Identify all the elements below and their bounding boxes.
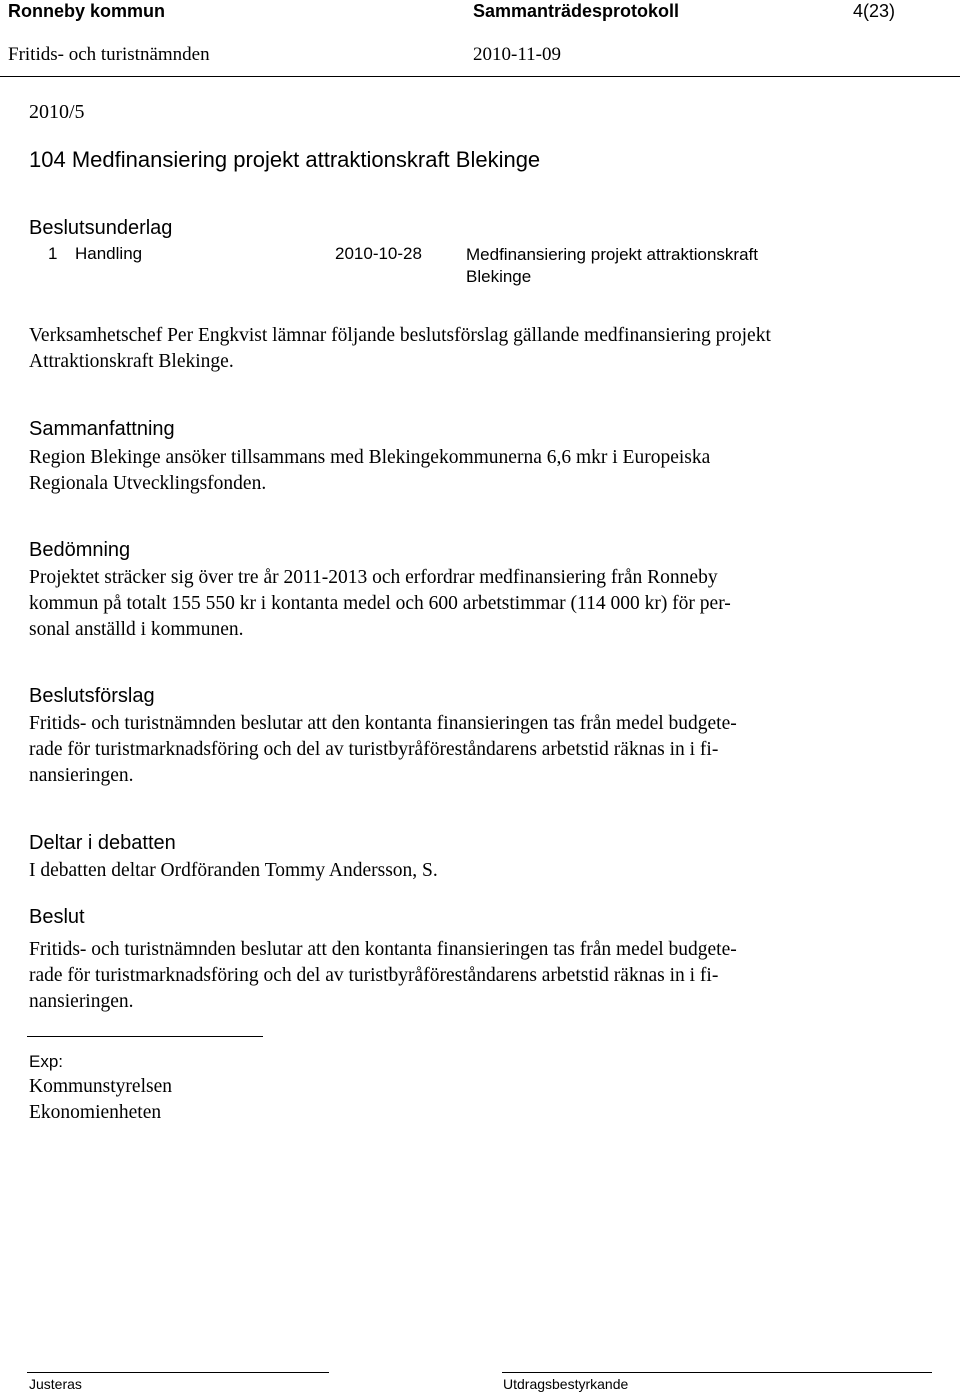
recipient: Ekonomienheten [29, 1102, 162, 1123]
recipient: Kommunstyrelsen [29, 1076, 172, 1097]
committee-name: Fritids- och turistnämnden [8, 44, 210, 65]
text-line: Fritids- och turistnämnden beslutar att den kontanta finansieringen tas från medel budgete- [29, 939, 737, 960]
case-number: 2010/5 [29, 101, 85, 123]
expedition-label: Exp: [29, 1052, 64, 1071]
page-number: 4(23) [853, 1, 896, 21]
text-line: Attraktionskraft Blekinge. [29, 351, 234, 372]
beslutsunderlag-heading: Beslutsunderlag [29, 217, 173, 239]
bedomning-heading: Bedömning [29, 539, 131, 561]
item-description-line: Blekinge [466, 267, 532, 286]
intro-paragraph [29, 323, 771, 375]
text-line: rade för turistmarknadsföring och del av turistbyråföreståndarens arbetstid räknas in i fi- [29, 965, 719, 986]
item-date: 2010-10-28 [335, 244, 422, 263]
debatt-paragraph [29, 858, 438, 884]
header-divider [0, 76, 960, 77]
meeting-date: 2010-11-09 [473, 44, 561, 65]
text-line: nansieringen. [29, 765, 134, 786]
item-description-line: Medfinansiering projekt attraktionskraft [466, 245, 758, 264]
beslut-heading: Beslut [29, 906, 85, 928]
text-line: Projektet sträcker sig över tre år 2011-2013 och erfordrar medfinansiering från Ronneby [29, 567, 718, 588]
item-type: Handling [75, 244, 143, 263]
beslutsforslag-heading: Beslutsförslag [29, 685, 155, 707]
protocol-title: Sammanträdesprotokoll [473, 1, 680, 21]
item-description [466, 244, 758, 288]
text-line: kommun på totalt 155 550 kr i kontanta medel och 600 arbetstimmar (114 000 kr) för per- [29, 593, 731, 614]
case-title: 104 Medfinansiering projekt attraktionskraft Blekinge [29, 147, 541, 172]
text-line: Verksamhetschef Per Engkvist lämnar följande beslutsförslag gällande medfinansiering projekt [29, 325, 771, 346]
sammanfattning-paragraph [29, 445, 710, 497]
footer-justeras: Justeras [29, 1376, 82, 1392]
text-line: Regionala Utvecklingsfonden. [29, 473, 267, 494]
text-line: rade för turistmarknadsföring och del av turistbyråföreståndarens arbetstid räknas in i fi- [29, 739, 719, 760]
municipality-name: Ronneby kommun [8, 1, 166, 21]
sammanfattning-heading: Sammanfattning [29, 418, 175, 440]
footer-divider-right [502, 1372, 932, 1373]
text-line: I debatten deltar Ordföranden Tommy Andersson, S. [29, 860, 438, 881]
footer-utdragsbestyrkande: Utdragsbestyrkande [503, 1376, 629, 1392]
text-line: Region Blekinge ansöker tillsammans med Blekingekommunerna 6,6 mkr i Europeiska [29, 447, 711, 468]
item-number: 1 [48, 244, 58, 263]
text-line: Fritids- och turistnämnden beslutar att den kontanta finansieringen tas från medel budgete- [29, 713, 737, 734]
debatt-heading: Deltar i debatten [29, 832, 176, 854]
text-line: nansieringen. [29, 991, 134, 1012]
text-line: sonal anställd i kommunen. [29, 619, 244, 640]
footer-divider-left [27, 1372, 329, 1373]
beslut-paragraph [29, 937, 737, 1015]
signature-divider [27, 1036, 263, 1037]
expedition-recipients [29, 1074, 172, 1126]
beslutsforslag-paragraph [29, 711, 737, 789]
bedomning-paragraph [29, 565, 731, 643]
